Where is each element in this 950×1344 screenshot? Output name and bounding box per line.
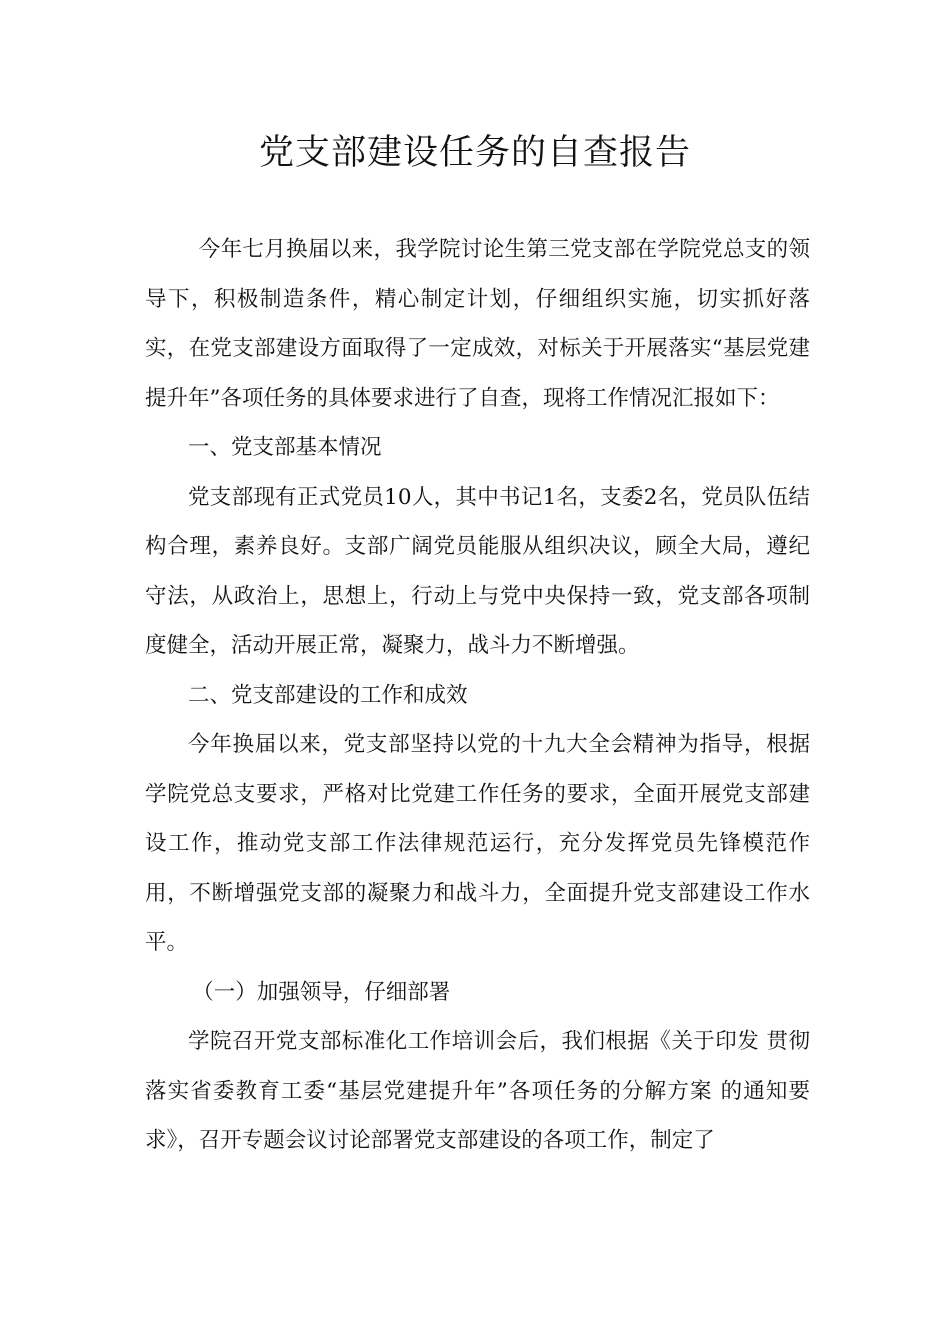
document-title: 党支部建设任务的自查报告	[258, 133, 691, 173]
section-heading-basic-situation: 一、党支部基本情况	[188, 435, 382, 460]
section-heading-work-results: 二、党支部建设的工作和成效	[188, 682, 468, 708]
paragraph-leadership: 学院召开党支部标准化工作培训会后，我们根据《关于印发 贯彻落实省委教育工委“基层党建提升年”各项任务的分解方案 的通知要求》，召开专题会议讨论部署党支部建设的各项工作，制定了	[145, 1029, 810, 1153]
subsection-heading-leadership: （一）加强领导，仔细部署	[192, 979, 451, 1005]
paragraph-intro: 今年七月换届以来，我学院讨论生第三党支部在学院党总支的领导下，积极制造条件，精心制定计划，仔细组织实施，切实抓好落实，在党支部建设方面取得了一定成效，对标关于开展落实“基层党建提升年”各项任务的具体要求进行了自查，现将工作情况汇报如下：	[145, 237, 810, 411]
paragraph-basic-situation: 党支部现有正式党员10人，其中书记1名，支委2名，党员队伍结构合理，素养良好。支部广阔党员能服从组织决议，顾全大局，遵纪守法，从政治上，思想上，行动上与党中央保持一致，党支部各项制度健全，活动开展正常，凝聚力，战斗力不断增强。	[145, 484, 810, 658]
document-body	[145, 225, 810, 1166]
paragraph-work-results: 今年换届以来，党支部坚持以党的十九大全会精神为指导，根据学院党总支要求，严格对比党建工作任务的要求，全面开展党支部建设工作，推动党支部工作法律规范运行，充分发挥党员先锋模范作用，不断增强党支部的凝聚力和战斗力，全面提升党支部建设工作水平。	[145, 732, 810, 955]
